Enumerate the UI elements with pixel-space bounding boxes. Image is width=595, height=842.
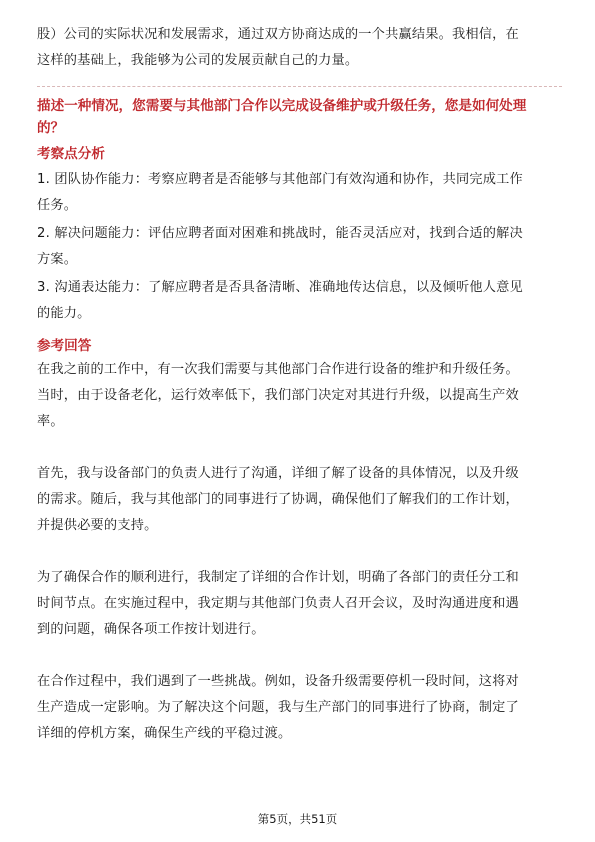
answer-line: 到的问题，确保各项工作按计划进行。 bbox=[37, 622, 265, 637]
intro-line: 股）公司的实际状况和发展需求，通过双方协商达成的一个共赢结果。我相信，在 bbox=[37, 27, 519, 42]
section-divider bbox=[37, 86, 562, 87]
page-number: 第5页，共51页 bbox=[257, 812, 338, 826]
answer-line: 在我之前的工作中，有一次我们需要与其他部门合作进行设备的维护和升级任务。 bbox=[37, 362, 519, 377]
answer-paragraph bbox=[37, 357, 562, 435]
answer-paragraph bbox=[37, 565, 562, 643]
answer-line: 的需求。随后，我与其他部门的同事进行了协调，确保他们了解我们的工作计划， bbox=[37, 492, 519, 507]
answer-line: 在合作过程中，我们遇到了一些挑战。例如，设备升级需要停机一段时间，这将对 bbox=[37, 674, 519, 689]
answer-line: 首先，我与设备部门的负责人进行了沟通，详细了解了设备的具体情况，以及升级 bbox=[37, 466, 519, 481]
answer-line: 详细的停机方案，确保生产线的平稳过渡。 bbox=[37, 726, 292, 741]
question-line: 描述一种情况，您需要与其他部门合作以完成设备维护或升级任务，您是如何处理 bbox=[37, 98, 527, 114]
answer-heading: 参考回答 bbox=[37, 338, 92, 354]
answer-line: 率。 bbox=[37, 414, 64, 429]
answer-paragraph bbox=[37, 669, 562, 747]
analysis-heading: 考察点分析 bbox=[37, 146, 105, 162]
document-page bbox=[37, 22, 562, 747]
answer-line: 当时，由于设备老化，运行效率低下，我们部门决定对其进行升级，以提高生产效 bbox=[37, 388, 519, 403]
paragraph-gap bbox=[37, 643, 562, 669]
list-item bbox=[37, 275, 562, 327]
intro-line: 这样的基础上，我能够为公司的发展贡献自己的力量。 bbox=[37, 53, 359, 68]
list-item-line: 2. 解决问题能力：评估应聘者面对困难和挑战时，能否灵活应对，找到合适的解决 bbox=[37, 226, 523, 241]
answer-line: 为了确保合作的顺利进行，我制定了详细的合作计划，明确了各部门的责任分工和 bbox=[37, 570, 519, 585]
answer-line: 生产造成一定影响。为了解决这个问题，我与生产部门的同事进行了协商，制定了 bbox=[37, 700, 519, 715]
question-line: 的？ bbox=[37, 120, 65, 136]
intro-paragraph bbox=[37, 22, 562, 74]
answer-line: 并提供必要的支持。 bbox=[37, 518, 158, 533]
list-item-line: 任务。 bbox=[37, 198, 78, 213]
answer-body bbox=[37, 357, 562, 747]
paragraph-gap bbox=[37, 435, 562, 461]
paragraph-gap bbox=[37, 539, 562, 565]
question-heading bbox=[37, 95, 562, 139]
answer-paragraph bbox=[37, 461, 562, 539]
list-item-line: 方案。 bbox=[37, 252, 78, 267]
analysis-list bbox=[37, 167, 562, 327]
list-item-line: 的能力。 bbox=[37, 306, 91, 321]
list-item-line: 3. 沟通表达能力：了解应聘者是否具备清晰、准确地传达信息，以及倾听他人意见 bbox=[37, 280, 523, 295]
answer-line: 时间节点。在实施过程中，我定期与其他部门负责人召开会议，及时沟通进度和遇 bbox=[37, 596, 519, 611]
list-item bbox=[37, 221, 562, 273]
list-item bbox=[37, 167, 562, 219]
list-item-line: 1. 团队协作能力：考察应聘者是否能够与其他部门有效沟通和协作，共同完成工作 bbox=[37, 172, 523, 187]
